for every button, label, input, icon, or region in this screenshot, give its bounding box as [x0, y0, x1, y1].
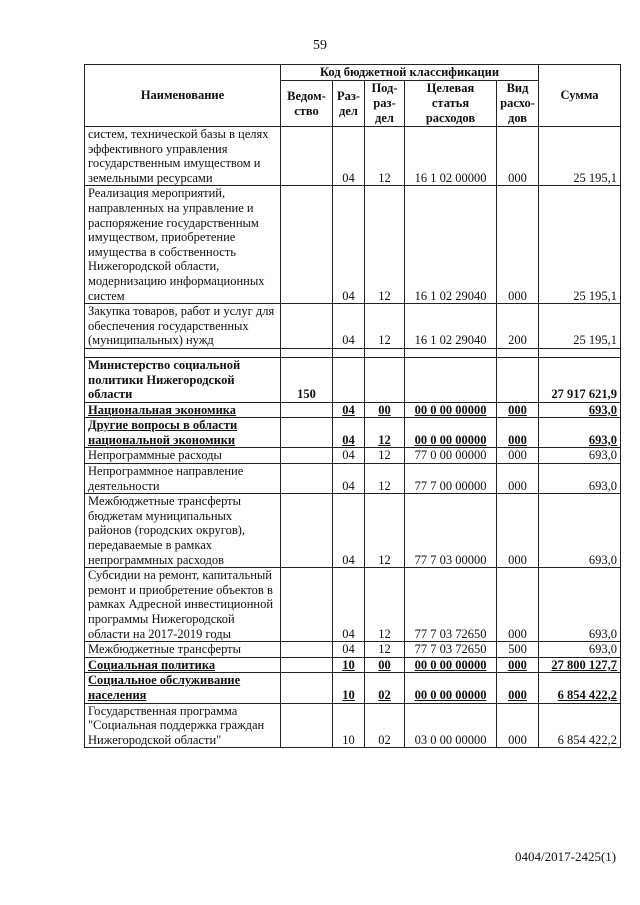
cell-target: 03 0 00 00000: [405, 703, 497, 748]
cell-dept: [281, 568, 333, 642]
cell-dept: [281, 642, 333, 658]
cell-target: 16 1 02 00000: [405, 127, 497, 186]
cell-target: [405, 357, 497, 402]
cell-section: 04: [333, 127, 365, 186]
cell-dept: [281, 304, 333, 349]
table-row: [85, 703, 621, 748]
cell-dept: [281, 448, 333, 464]
cell-target: 00 0 00 00000: [405, 673, 497, 703]
cell-type: 000: [497, 186, 539, 304]
cell-target: 16 1 02 29040: [405, 186, 497, 304]
cell-name: Межбюджетные трансферты: [85, 642, 281, 658]
cell-name: Другие вопросы в области национальной экономики: [85, 418, 281, 448]
cell-section: [333, 357, 365, 402]
cell-section: 10: [333, 703, 365, 748]
cell-subsection: 00: [365, 657, 405, 673]
cell-sum: 6 854 422,2: [539, 703, 621, 748]
cell-sum: 693,0: [539, 402, 621, 418]
cell-dept: [281, 703, 333, 748]
cell-subsection: 12: [365, 494, 405, 568]
cell-subsection: 12: [365, 568, 405, 642]
cell-type: 200: [497, 304, 539, 349]
budget-table: [84, 64, 621, 748]
cell-subsection: 12: [365, 642, 405, 658]
cell-section: 04: [333, 642, 365, 658]
cell-subsection: 12: [365, 448, 405, 464]
header-dept: Ведом-ство: [281, 81, 333, 127]
table-row: [85, 304, 621, 349]
cell-type: 000: [497, 127, 539, 186]
cell-sum: [539, 348, 621, 357]
cell-type: 000: [497, 494, 539, 568]
cell-type: 000: [497, 703, 539, 748]
cell-sum: 693,0: [539, 448, 621, 464]
cell-subsection: 12: [365, 418, 405, 448]
cell-type: 000: [497, 568, 539, 642]
table-row: [85, 464, 621, 494]
cell-dept: [281, 657, 333, 673]
cell-section: 10: [333, 673, 365, 703]
cell-dept: [281, 673, 333, 703]
cell-name: Государственная программа "Социальная поддержка граждан Нижегородской области": [85, 703, 281, 748]
cell-type: 000: [497, 673, 539, 703]
header-target: Целевая статья расходов: [405, 81, 497, 127]
cell-subsection: 12: [365, 464, 405, 494]
table-spacer-row: [85, 348, 621, 357]
cell-sum: 27 917 621,9: [539, 357, 621, 402]
page-number: 59: [313, 38, 327, 53]
cell-section: 04: [333, 304, 365, 349]
cell-dept: [281, 464, 333, 494]
cell-type: 000: [497, 418, 539, 448]
cell-type: 000: [497, 402, 539, 418]
cell-name: Национальная экономика: [85, 402, 281, 418]
cell-dept: [281, 418, 333, 448]
cell-subsection: [365, 348, 405, 357]
cell-sum: 6 854 422,2: [539, 673, 621, 703]
header-type: Вид расхо-дов: [497, 81, 539, 127]
table-row: [85, 357, 621, 402]
table-row: [85, 186, 621, 304]
cell-target: 77 7 03 00000: [405, 494, 497, 568]
cell-section: 04: [333, 402, 365, 418]
cell-subsection: 00: [365, 402, 405, 418]
cell-subsection: 12: [365, 186, 405, 304]
cell-name: Межбюджетные трансферты бюджетам муниципальных районов (городских округов), передаваемые в рамках непрограммных расходов: [85, 494, 281, 568]
cell-target: 00 0 00 00000: [405, 657, 497, 673]
cell-dept: [281, 127, 333, 186]
cell-type: 000: [497, 448, 539, 464]
cell-subsection: 12: [365, 304, 405, 349]
table-row: [85, 402, 621, 418]
cell-section: 04: [333, 568, 365, 642]
cell-target: 00 0 00 00000: [405, 418, 497, 448]
cell-type: [497, 357, 539, 402]
cell-name: Непрограммные расходы: [85, 448, 281, 464]
cell-sum: 27 800 127,7: [539, 657, 621, 673]
cell-section: [333, 348, 365, 357]
cell-target: 00 0 00 00000: [405, 402, 497, 418]
cell-section: 04: [333, 418, 365, 448]
cell-target: [405, 348, 497, 357]
cell-name: Министерство социальной политики Нижегородской области: [85, 357, 281, 402]
cell-target: 77 7 03 72650: [405, 642, 497, 658]
cell-sum: 25 195,1: [539, 186, 621, 304]
cell-sum: 25 195,1: [539, 304, 621, 349]
cell-sum: 693,0: [539, 568, 621, 642]
table-row: [85, 127, 621, 186]
cell-sum: 693,0: [539, 642, 621, 658]
cell-type: 500: [497, 642, 539, 658]
table-row: [85, 494, 621, 568]
cell-subsection: 02: [365, 673, 405, 703]
cell-section: 04: [333, 448, 365, 464]
cell-name: [85, 348, 281, 357]
document-code: 0404/2017-2425(1): [515, 849, 617, 864]
cell-section: 04: [333, 464, 365, 494]
table-row: [85, 448, 621, 464]
cell-section: 04: [333, 494, 365, 568]
cell-sum: 693,0: [539, 464, 621, 494]
cell-dept: [281, 494, 333, 568]
cell-name: Социальное обслуживание населения: [85, 673, 281, 703]
cell-sum: 25 195,1: [539, 127, 621, 186]
cell-sum: 693,0: [539, 418, 621, 448]
table-row: [85, 418, 621, 448]
cell-section: 10: [333, 657, 365, 673]
header-sum: Сумма: [539, 65, 621, 127]
cell-name: Непрограммное направление деятельности: [85, 464, 281, 494]
cell-type: 000: [497, 657, 539, 673]
cell-target: 16 1 02 29040: [405, 304, 497, 349]
cell-dept: [281, 402, 333, 418]
cell-section: 04: [333, 186, 365, 304]
header-name: Наименование: [85, 65, 281, 127]
cell-name: Социальная политика: [85, 657, 281, 673]
cell-name: Закупка товаров, работ и услуг для обеспечения государственных (муниципальных) нужд: [85, 304, 281, 349]
cell-name: Реализация мероприятий, направленных на управление и распоряжение государственным имуществом, приобретение имущества в собственность Нижегородской области, модернизацию информационных систем: [85, 186, 281, 304]
table-row: [85, 673, 621, 703]
cell-sum: 693,0: [539, 494, 621, 568]
table-row: [85, 657, 621, 673]
table-row: [85, 568, 621, 642]
cell-dept: [281, 348, 333, 357]
cell-target: 77 7 00 00000: [405, 464, 497, 494]
cell-subsection: [365, 357, 405, 402]
cell-target: 77 7 03 72650: [405, 568, 497, 642]
cell-dept: 150: [281, 357, 333, 402]
cell-type: [497, 348, 539, 357]
table-body: [85, 127, 621, 748]
cell-dept: [281, 186, 333, 304]
cell-type: 000: [497, 464, 539, 494]
cell-name: Субсидии на ремонт, капитальный ремонт и приобретение объектов в рамках Адресной инвестиционной программы Нижегородской области на 2017-2019 годы: [85, 568, 281, 642]
table-row: [85, 642, 621, 658]
header-subsection: Под-раз-дел: [365, 81, 405, 127]
header-section: Раз-дел: [333, 81, 365, 127]
cell-subsection: 02: [365, 703, 405, 748]
cell-subsection: 12: [365, 127, 405, 186]
cell-target: 77 0 00 00000: [405, 448, 497, 464]
header-classification-group: Код бюджетной классификации: [281, 65, 539, 81]
cell-name: систем, технической базы в целях эффективного управления государственным имуществом и земельными ресурсами: [85, 127, 281, 186]
